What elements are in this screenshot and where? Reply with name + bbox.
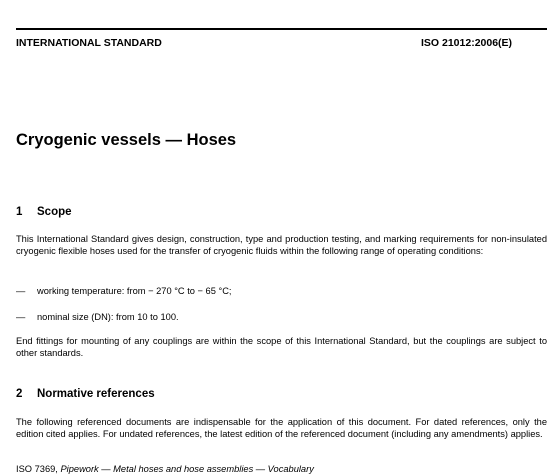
- section-2-number: 2: [16, 388, 23, 400]
- list-item-dash: —: [16, 286, 26, 296]
- section-1-number: 1: [16, 206, 23, 218]
- section-2-title: Normative references: [37, 388, 155, 400]
- section-1-heading: [16, 206, 72, 218]
- scope-closing-paragraph: End fittings for mounting of any couplings are within the scope of this International Standard, but the couplings are subject to other standards.: [16, 336, 547, 358]
- reference-entry: [16, 464, 314, 474]
- document-type-label: INTERNATIONAL STANDARD: [16, 37, 162, 49]
- list-item-text: nominal size (DN): from 10 to 100.: [37, 312, 179, 322]
- list-item: [16, 286, 232, 296]
- document-number: ISO 21012:2006(E): [421, 37, 513, 49]
- list-item-text: working temperature: from − 270 °C to − 65 °C;: [37, 286, 232, 296]
- section-2-heading: [16, 388, 155, 400]
- document-title: Cryogenic vessels — Hoses: [16, 131, 237, 149]
- list-item: [16, 312, 179, 322]
- normative-references-paragraph: The following referenced documents are indispensable for the application of this document. For dated references, only the edition cited applies. For undated references, the latest edition of the referenced document (including any amendments) applies.: [16, 417, 547, 439]
- list-item-dash: —: [16, 312, 26, 322]
- section-1-title: Scope: [37, 206, 72, 218]
- scope-intro-paragraph: This International Standard gives design, construction, type and production testing, and marking requirements for non-insulated cryogenic flexible hoses used for the transfer of cryogenic fluids within the following range of operating conditions:: [16, 234, 547, 256]
- reference-title: Pipework — Metal hoses and hose assemblies — Vocabulary: [60, 464, 314, 474]
- reference-code: ISO 7369,: [16, 464, 58, 474]
- header-rule: [16, 28, 547, 30]
